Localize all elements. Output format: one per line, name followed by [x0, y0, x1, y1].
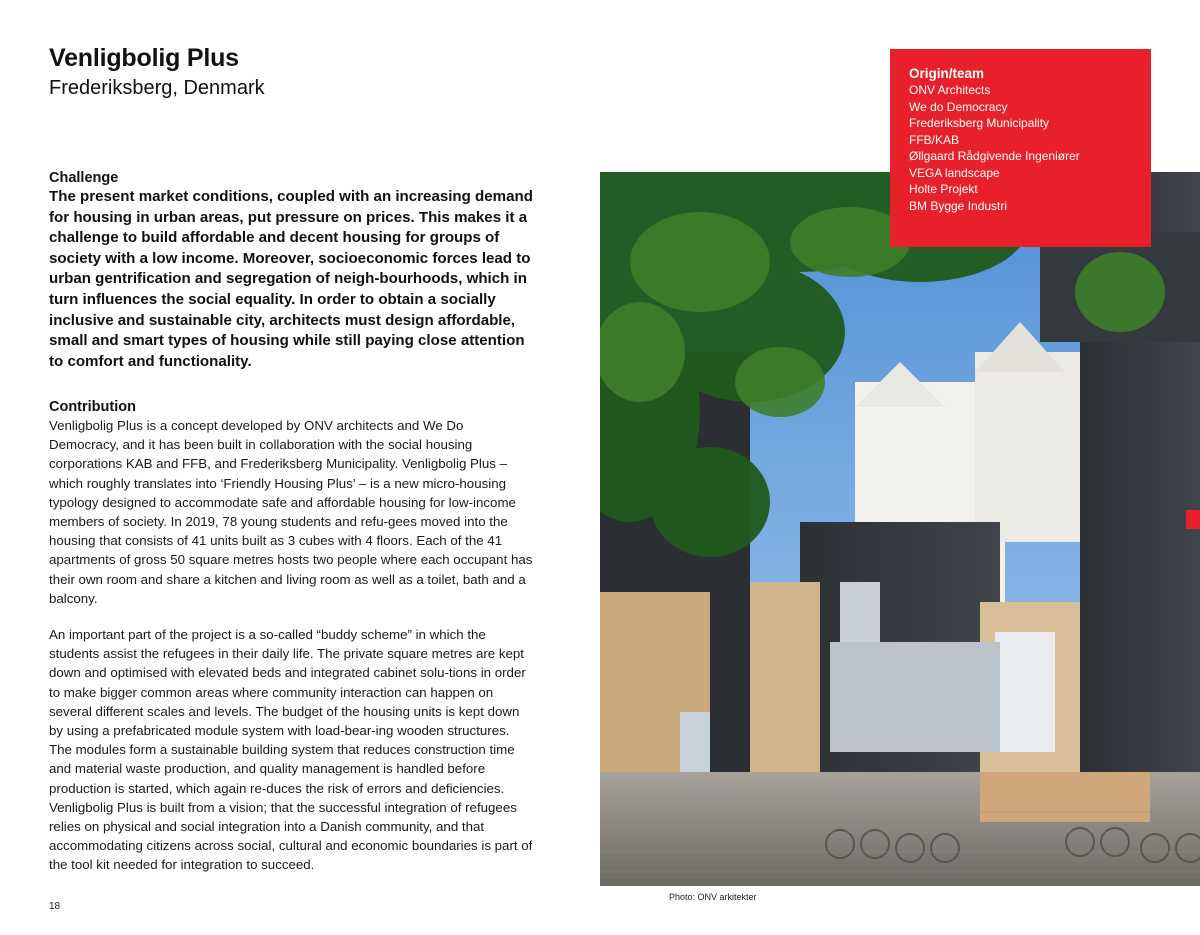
team-member: Frederiksberg Municipality: [909, 116, 1050, 130]
team-member: Holte Projekt: [909, 182, 978, 196]
challenge-text: The present market conditions, coupled with an increasing demand for housing in urban areas, put pressure on prices. This makes it a challenge to build affordable and decent housing for groups of society with a low income. Moreover, socioeconomic forces lead to urban gentrification and segregation of neigh-bourhoods, which in turn influences the social equality. In order to obtain a socially inclusive and sustainable city, architects must design affordable, small and smart types of housing while still paying close attention to comfort and functionality.: [49, 188, 533, 370]
contribution-section: [49, 399, 534, 608]
team-member: FFB/KAB: [909, 132, 960, 147]
challenge-section: [49, 170, 534, 372]
building-photo-illustration: [600, 172, 1200, 886]
challenge-heading: Challenge: [49, 170, 119, 186]
photo-credit: Photo: ONV arkitekter: [669, 892, 757, 902]
contribution-heading: Contribution: [49, 399, 136, 415]
page-edge-marker: [1186, 510, 1200, 529]
building-photo: [600, 172, 1200, 886]
origin-team-box: [890, 49, 1151, 247]
team-member: BM Bygge Industri: [909, 198, 1008, 213]
page-title: Venligbolig Plus: [49, 44, 239, 72]
team-member: We do Democracy: [909, 99, 1008, 114]
team-member: ONV Architects: [909, 83, 991, 97]
contribution-paragraph-2-section: [49, 624, 534, 875]
team-member: VEGA landscape: [909, 165, 1000, 180]
contribution-paragraph-1: Venligbolig Plus is a concept developed by ONV architects and We Do Democracy, and it has been built in collaboration with the social housing corporations KAB and FFB, and Frederiksberg Municipality. Venligbolig Plus – which roughly translates into ‘Friendly Housing Plus’ – is a new micro-housing typology designed to accommodate safe and affordable housing for low-income members of society. In 2019, 78 young students and refu-gees moved into the housing that consists of 41 units built as 3 cubes with 4 floors. Each of the 41 apartments of gross 50 square metres hosts two people where each occupant has their own room and share a kitchen and living room as well as a toilet, bath and a balcony.: [49, 418, 533, 606]
page-subtitle-location: Frederiksberg, Denmark: [49, 77, 265, 99]
origin-team-heading: Origin/team: [909, 66, 985, 81]
page-number: 18: [49, 901, 61, 912]
contribution-paragraph-2: An important part of the project is a so-called “buddy scheme” in which the students assist the refugees in their daily life. The private square metres are kept down and optimised with elevated beds and integrated cabinet solu-tions in order to make bigger common areas where community interaction can happen on several different scales and levels. The budget of the housing units is kept down by using a prefabricated module system with load-bear-ing wooden structures. The modules form a sustainable building system that reduces construction time and material waste production, and quality management is handled before production is started, which again re-duces the risk of errors and deficiencies. Venligbolig Plus is built from a vision; that the successful integration of refugees relies on physical and social integration into a Danish community, and that accommodating citizens across social, cultural and economic boundaries is part of the tool kit needed for integration to succeed.: [49, 627, 533, 873]
team-member: Øllgaard Rådgivende Ingeniører: [909, 149, 1080, 163]
